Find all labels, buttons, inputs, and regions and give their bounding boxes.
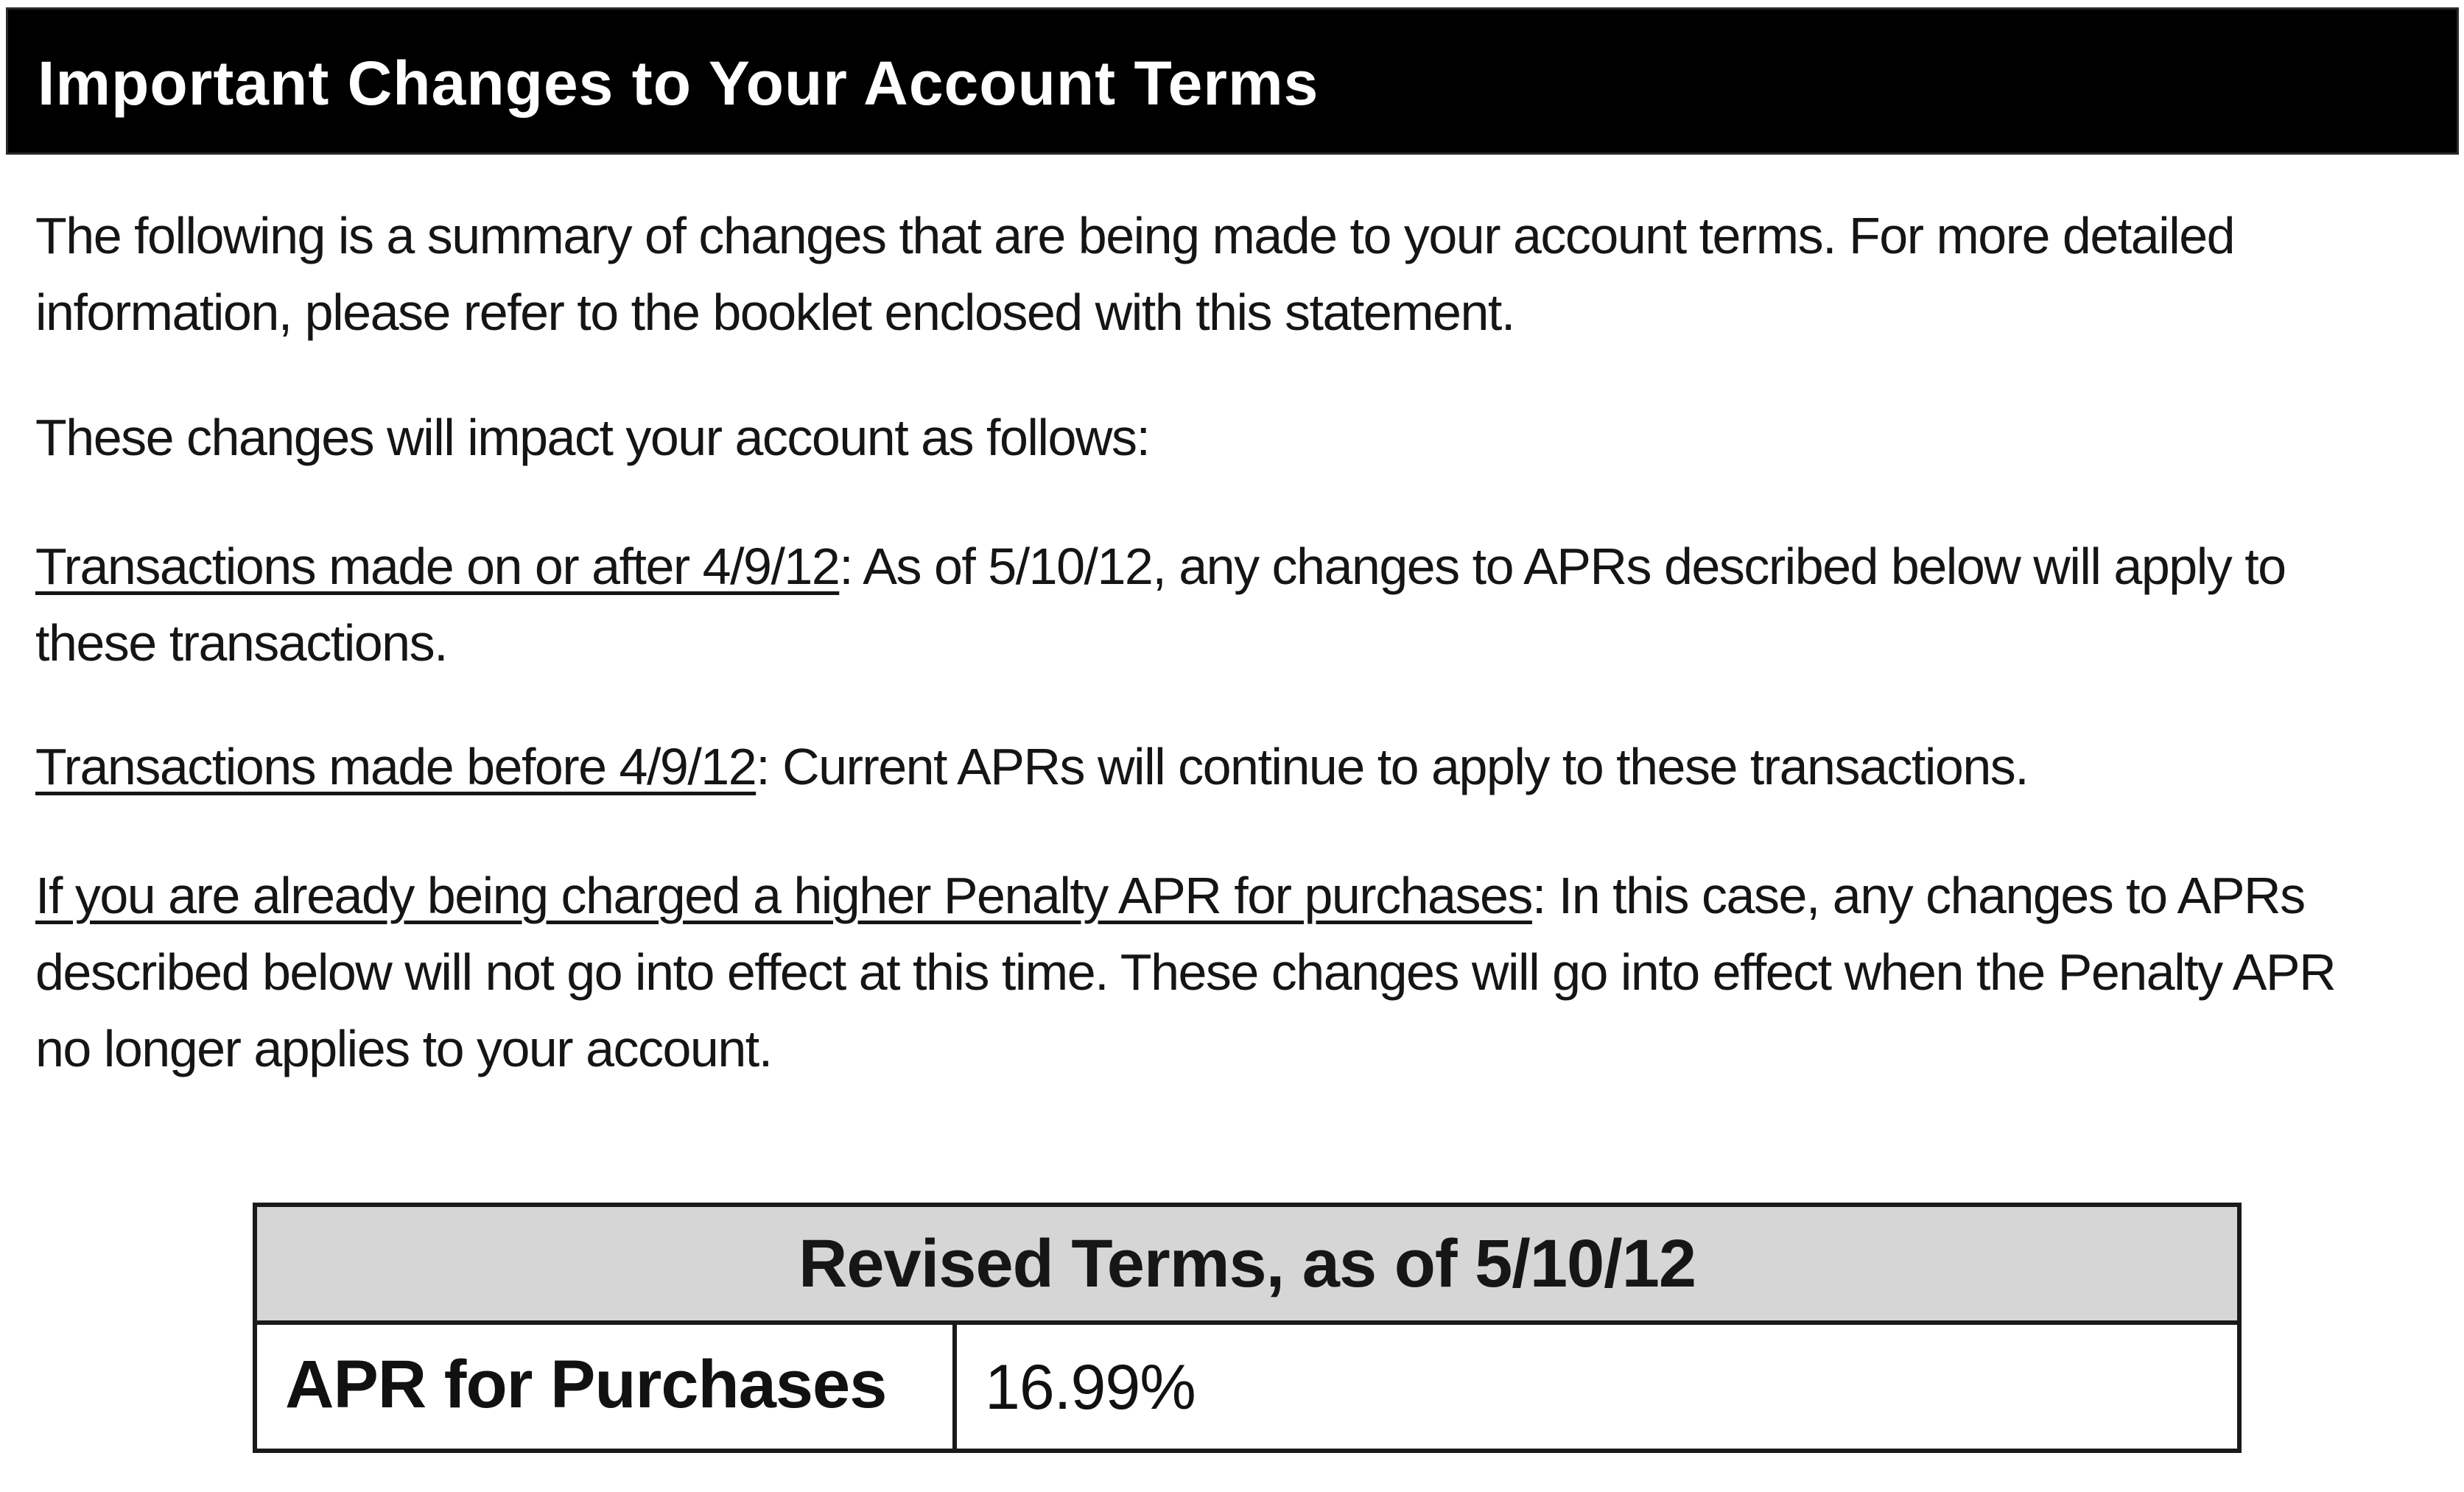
summary-paragraph: The following is a summary of changes that are being made to your account terms. For more detailed information, please refer to the booklet enclosed with this statement. [35,207,2235,341]
table-header [257,1207,2237,1325]
table-heading: Revised Terms, as of 5/10/12 [798,1226,1696,1301]
section-label: Transactions made on or after 4/9/12 [35,538,840,595]
section-label: If you are already being charged a higher Penalty APR for purchases [35,867,1532,924]
page-title: Important Changes to Your Account Terms [38,49,1319,118]
section-text: : In this case, any changes to APRs described below will not go into effect at this time. These changes will go into effect when the Penalty APR no longer applies to your account. [35,867,2336,1077]
apr-purchases-label: APR for Purchases [285,1347,887,1422]
section-text: : As of 5/10/12, any changes to APRs described below will apply to these transactions. [35,538,2286,672]
table-label-cell [257,1325,957,1449]
table-row [257,1325,2237,1449]
impact-paragraph: These changes will impact your account as follows: [35,409,1150,466]
revised-terms-table [253,1203,2242,1453]
header-bar [6,7,2459,155]
apr-purchases-value: 16.99% [985,1352,1196,1423]
section-label: Transactions made before 4/9/12 [35,738,757,795]
section-penalty-apr [35,857,2393,1087]
section-before [35,728,2393,805]
table-value-cell [957,1325,2237,1449]
section-on-or-after [35,528,2393,681]
section-text: : Current APRs will continue to apply to these transactions. [756,738,2029,795]
